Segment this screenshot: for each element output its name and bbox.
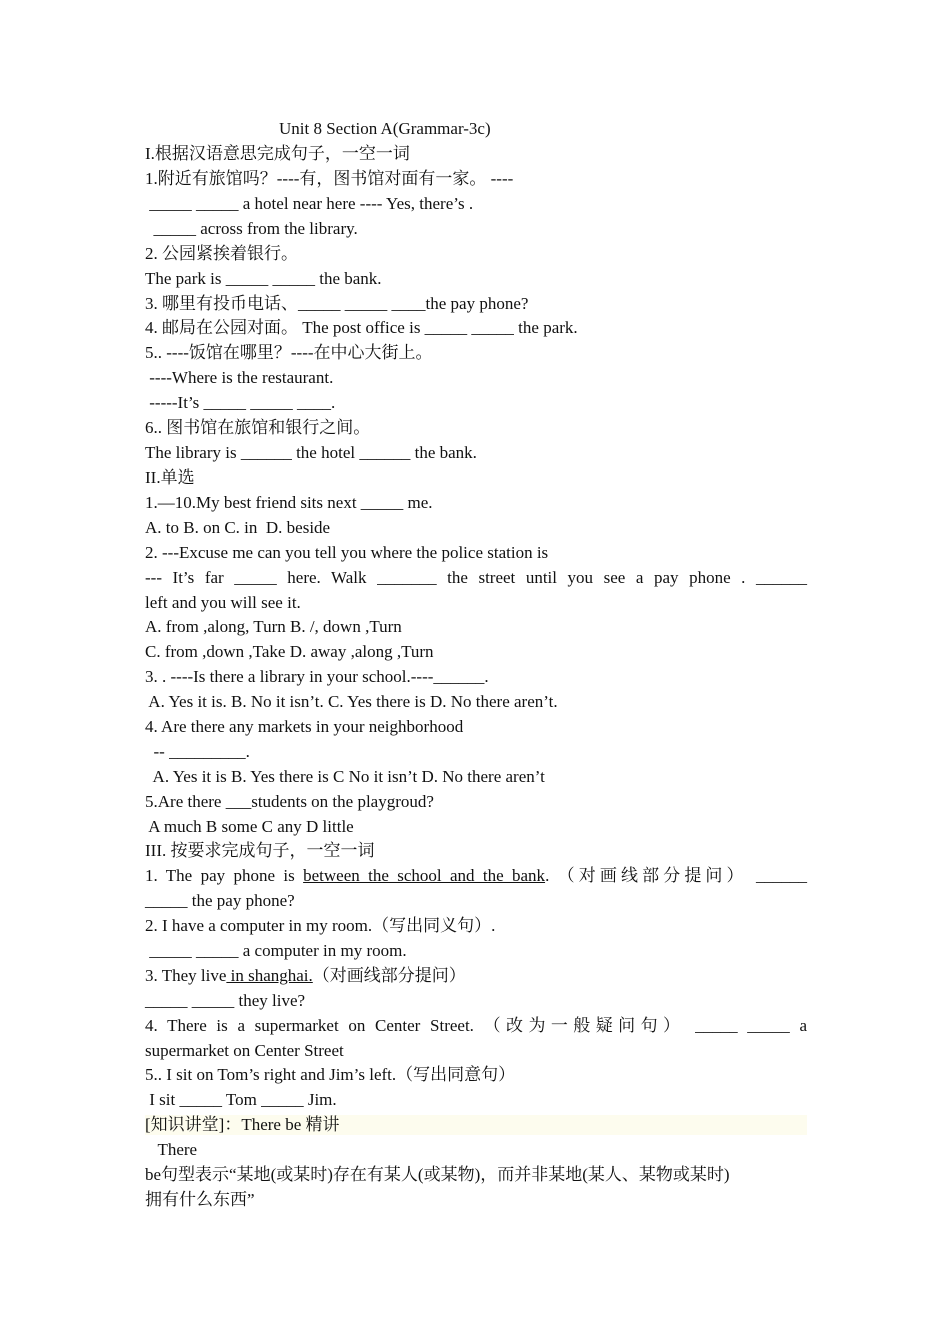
s3-q3-prefix: 3. They live (145, 966, 227, 985)
s1-q2-chinese: 2. 公园紧挨着银行。 (145, 244, 298, 263)
s3-q5: 5.. I sit on Tom’s right and Jim’s left.（写出同意句） (145, 1065, 516, 1084)
section-3-heading: III. 按要求完成句子，一空一词 (145, 841, 375, 860)
s3-q1-line-2: _____ the pay phone? (145, 891, 295, 910)
section-2-heading: II.单选 (145, 468, 195, 487)
s3-q1 (145, 866, 807, 886)
s2-q5-options: A much B some C any D little (145, 817, 354, 836)
s2-q4: 4. Are there any markets in your neighborhood (145, 717, 464, 736)
s3-q1-underlined: between the school and the bank (303, 866, 546, 885)
s1-q5-chinese: 5.. ----饭馆在哪里？----在中心大街上。 (145, 343, 433, 362)
knowledge-line-2: be句型表示“某地(或某时)存在有某人(或某物)，而并非某地(某人、某物或某时) (145, 1165, 730, 1184)
s3-q5-line-2: I sit _____ Tom _____ Jim. (145, 1090, 337, 1109)
s1-q2-english: The park is _____ _____ the bank. (145, 269, 382, 288)
s3-q4-line-2: supermarket on Center Street (145, 1041, 344, 1060)
s3-q3-underlined: in shanghai. (226, 966, 313, 985)
s3-q3-line-2: _____ _____ they live? (145, 991, 306, 1010)
knowledge-heading: [知识讲堂]：There be 精讲 (145, 1115, 807, 1135)
knowledge-line-3: 拥有什么东西” (145, 1190, 255, 1209)
s2-q1: 1.—10.My best friend sits next _____ me. (145, 493, 433, 512)
s3-q2-line-2: _____ _____ a computer in my room. (145, 941, 407, 960)
s1-q6-chinese: 6.. 图书馆在旅馆和银行之间。 (145, 418, 371, 437)
s2-q2: 2. ---Excuse me can you tell you where the police station is (145, 543, 549, 562)
s1-q5-english-2: -----It’s _____ _____ ____. (145, 393, 336, 412)
s3-q2: 2. I have a computer in my room.（写出同义句）. (145, 916, 496, 935)
s2-q2-line-3: left and you will see it. (145, 593, 301, 612)
s2-q2-line-2: --- It’s far _____ here. Walk _______ the street until you see a pay phone . ______ (145, 568, 807, 587)
s2-q1-options: A. to B. on C. in D. beside (145, 518, 331, 537)
page-title: Unit 8 Section A(Grammar-3c) (279, 119, 491, 138)
s3-q3 (145, 966, 466, 986)
s3-q1-prefix: 1. The pay phone is (145, 866, 304, 885)
section-1-heading: I.根据汉语意思完成句子，一空一词 (145, 144, 410, 163)
s2-q5: 5.Are there ___students on the playgroud? (145, 792, 434, 811)
s3-q1-suffix: . （对画线部分提问） ______ (545, 866, 808, 885)
s1-q4: 4. 邮局在公园对面。 The post office is _____ _____ the park. (145, 318, 578, 337)
s2-q3-options: A. Yes it is. B. No it isn’t. C. Yes there is D. No there aren’t. (145, 692, 558, 711)
s2-q4-answer-line: -- _________. (145, 742, 250, 761)
s1-q6-english: The library is ______ the hotel ______ the bank. (145, 443, 477, 462)
s2-q2-options-2: C. from ,down ,Take D. away ,along ,Turn (145, 642, 434, 661)
s1-q1-english: _____ _____ a hotel near here ---- Yes, there’s . (145, 194, 474, 213)
s2-q2-options-1: A. from ,along, Turn B. /, down ,Turn (145, 617, 402, 636)
s3-q4: 4. There is a supermarket on Center Street. （改为一般疑问句） _____ _____ a (145, 1016, 807, 1035)
knowledge-line-1: There (145, 1140, 198, 1159)
s2-q3: 3. . ----Is there a library in your school.----______. (145, 667, 489, 686)
s1-q1-chinese: 1.附近有旅馆吗？----有，图书馆对面有一家。 ---- (145, 169, 514, 188)
s2-q4-options: A. Yes it is B. Yes there is C No it isn’t D. No there aren’t (145, 767, 545, 786)
s1-q3: 3. 哪里有投币电话、_____ _____ ____the pay phone? (145, 294, 529, 313)
s1-q1-english-2: _____ across from the library. (145, 219, 358, 238)
s3-q3-suffix: （对画线部分提问） (312, 966, 466, 985)
s1-q5-english-1: ----Where is the restaurant. (145, 368, 334, 387)
